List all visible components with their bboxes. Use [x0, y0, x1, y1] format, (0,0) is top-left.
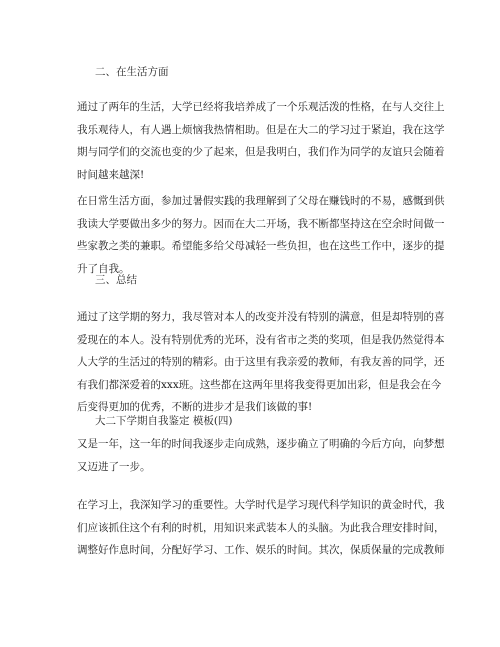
- text-line: 人大学的生活过的特别的精彩。由于这里有我亲爱的教师，有我友善的同学，还: [77, 356, 445, 368]
- template-title: 大二下学期自我鉴定 模板(四): [95, 415, 233, 427]
- text-line: 后变得更加的优秀，不断的进步才是我们该做的事!: [77, 401, 313, 413]
- text-line: 有我们都深爱着的xxx班。这些都在这两年里将我变得更加出彩，但是我会在今: [77, 378, 442, 391]
- text-line: 们应该抓住这个有利的时机，用知识来武装本人的头脑。为此我合理安排时间，: [77, 521, 445, 534]
- paragraph-summary: [77, 306, 445, 419]
- text-line: 我读大学要做出多少的努力。因而在大二开场，我不断都坚持这在空余时间做一: [77, 217, 445, 230]
- text-line: 通过了两年的生活，大学已经将我培养成了一个乐观活泼的性格，在与人交往上: [77, 101, 445, 113]
- section-heading-summary: 三、总结: [95, 274, 137, 286]
- text-line: 通过了这学期的努力，我尽管对本人的改变并没有特别的满意，但是却特别的喜: [77, 311, 445, 323]
- text-line: 在日常生活方面，参加过暑假实践的我理解到了父母在赚钱时的不易，感慨到供: [77, 195, 445, 207]
- text-line: 我乐观待人，有人遇上烦恼我热情相助。但是在大二的学习过于紧迫，我在这学: [77, 123, 445, 136]
- paragraph-new-year: [77, 433, 445, 478]
- paragraph-study: [77, 494, 445, 562]
- text-line: 升了自我。: [77, 262, 130, 275]
- text-line: 期与同学们的交流也变的少了起来，但是我明白，我们作为同学的友谊只会随着: [77, 146, 445, 158]
- text-line: 又是一年，这一年的时间我逐步走向成熟，逐步确立了明确的今后方向，向梦想: [77, 438, 445, 450]
- text-line: 在学习上，我深知学习的重要性。大学时代是学习现代科学知识的黄金时代，我: [77, 499, 445, 511]
- text-line: 调整好作息时间，分配好学习、工作、娱乐的时间。其次，保质保量的完成教师: [77, 544, 445, 556]
- text-line: 时间越来越深!: [77, 168, 145, 181]
- paragraph-daily-life: [77, 190, 445, 280]
- text-line: 爱现在的本人。没有特别优秀的光环，没有省市之类的奖项，但是我仍然觉得本: [77, 333, 445, 346]
- text-line: 又迈进了一步。: [77, 460, 151, 473]
- paragraph-life-growth: [77, 96, 445, 186]
- text-line: 些家教之类的兼职。希望能多给父母减轻一些负担，也在这些工作中，逐步的提: [77, 240, 445, 252]
- section-heading-life: 二、在生活方面: [95, 66, 169, 78]
